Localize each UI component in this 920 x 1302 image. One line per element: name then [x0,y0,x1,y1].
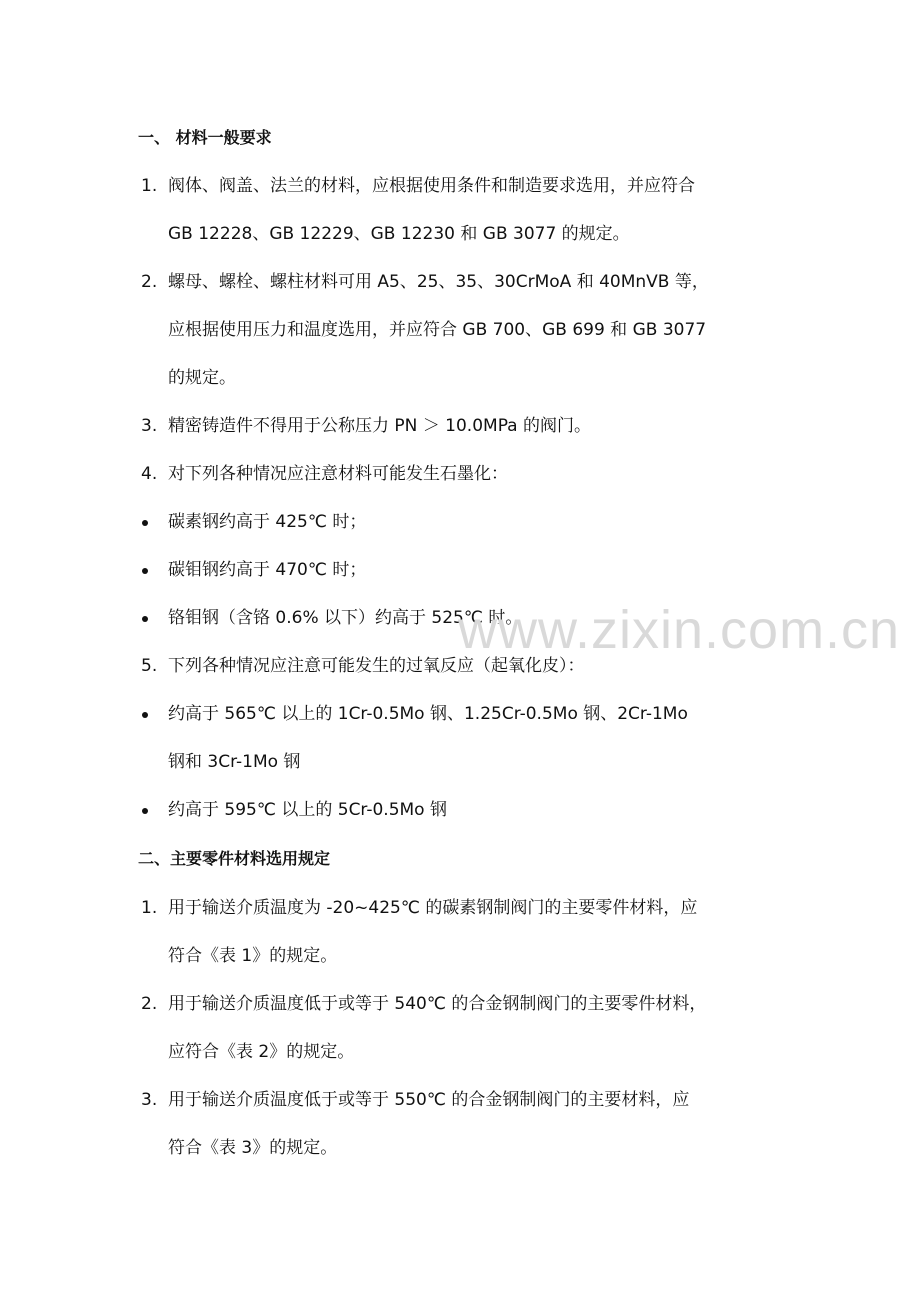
item-text-line: 符合《表 1》的规定。 [168,946,338,966]
bullet-dot [142,712,148,718]
bullet-text-line: 约高于 565℃ 以上的 1Cr-0.5Mo 钢、1.25Cr-0.5Mo 钢、2Cr-1Mo [168,704,688,724]
bullet-text-line: 约高于 595℃ 以上的 5Cr-0.5Mo 钢 [168,800,447,820]
item-number: 1. [141,176,158,196]
bullet-text-line: 碳钼钢约高于 470℃ 时； [168,560,367,580]
bullet-dot [142,616,148,622]
item-number: 3. [141,1090,158,1110]
item-text-line: 对下列各种情况应注意材料可能发生石墨化： [168,464,508,484]
bullet-text-line: 铬钼钢（含铬 0.6% 以下）约高于 525℃ 时。 [168,608,523,628]
item-number: 2. [141,272,158,292]
item-number: 1. [141,898,158,918]
item-text-line: 符合《表 3》的规定。 [168,1138,338,1158]
item-text-line: 用于输送介质温度低于或等于 540℃ 的合金钢制阀门的主要零件材料， [168,994,707,1014]
item-text-line: 阀体、阀盖、法兰的材料，应根据使用条件和制造要求选用，并应符合 [168,176,695,196]
item-text-line: 用于输送介质温度为 -20~425℃ 的碳素钢制阀门的主要零件材料，应 [168,898,698,918]
bullet-dot [142,568,148,574]
bullet-dot [142,808,148,814]
bullet-dot [142,520,148,526]
bullet-text-line: 钢和 3Cr-1Mo 钢 [168,752,301,772]
item-number: 5. [141,656,158,676]
item-text-line: 应根据使用压力和温度选用，并应符合 GB 700、GB 699 和 GB 3077 [168,320,707,340]
item-text-line: 用于输送介质温度低于或等于 550℃ 的合金钢制阀门的主要材料，应 [168,1090,690,1110]
watermark: www.zixin.com.cn [458,600,901,660]
item-text-line: 螺母、螺栓、螺柱材料可用 A5、25、35、30CrMoA 和 40MnVB 等， [168,272,709,292]
item-number: 3. [141,416,158,436]
item-number: 4. [141,464,158,484]
section-heading: 一、 材料一般要求 [138,128,272,147]
item-text-line: 下列各种情况应注意可能发生的过氧反应（起氧化皮）： [168,656,585,676]
item-text-line: GB 12228、GB 12229、GB 12230 和 GB 3077 的规定。 [168,224,630,244]
item-text-line: 的规定。 [168,368,236,388]
item-text-line: 应符合《表 2》的规定。 [168,1042,355,1062]
section-heading: 二、主要零件材料选用规定 [138,849,331,868]
item-number: 2. [141,994,158,1014]
item-text-line: 精密铸造件不得用于公称压力 PN ＞ 10.0MPa 的阀门。 [168,416,592,436]
bullet-text-line: 碳素钢约高于 425℃ 时； [168,512,367,532]
